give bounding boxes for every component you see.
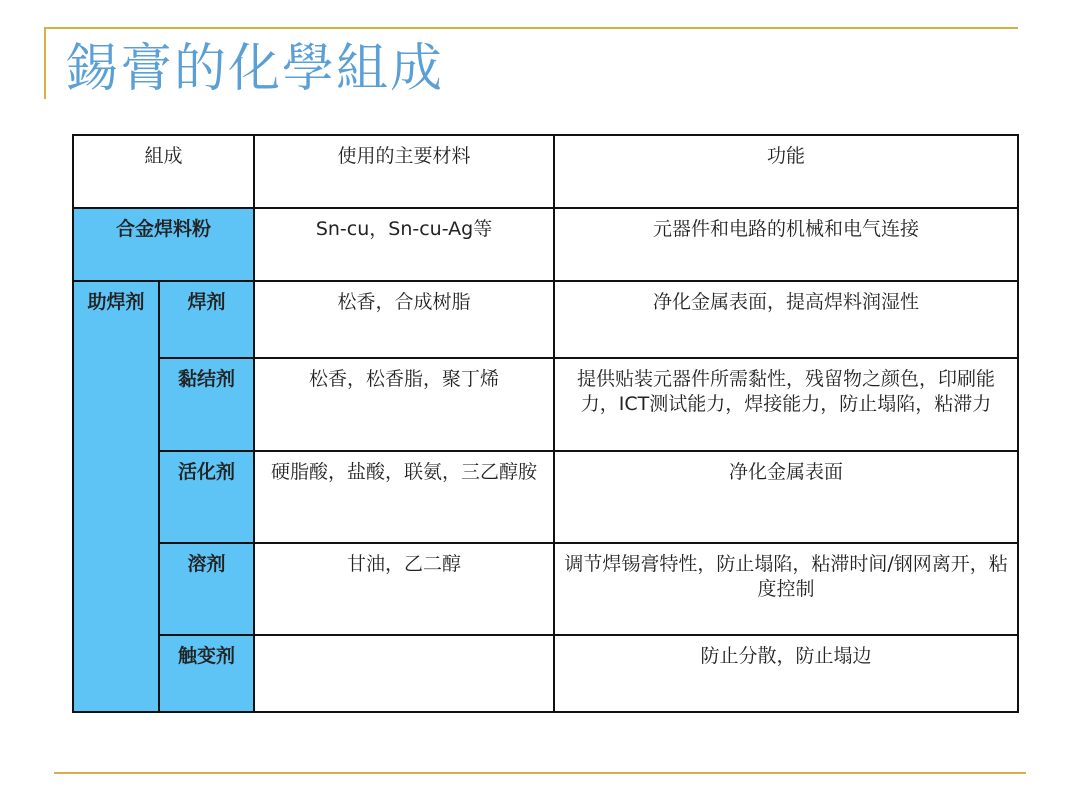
header-component: 組成 [73,135,254,208]
table-row [73,451,1018,543]
header-function: 功能 [554,135,1018,208]
sub-component-cell: 触变剂 [159,635,254,712]
sub-component-cell: 黏结剂 [159,358,254,451]
materials-cell: 甘油，乙二醇 [254,543,554,635]
sub-component-cell: 活化剂 [159,451,254,543]
sub-component-cell: 溶剂 [159,543,254,635]
header-row [73,135,1018,208]
alloy-function-cell: 元器件和电路的机械和电气连接 [554,208,1018,281]
top-rule [44,27,1018,29]
header-materials: 使用的主要材料 [254,135,554,208]
table-row [73,635,1018,712]
table-row [73,543,1018,635]
alloy-materials-cell: Sn-cu，Sn-cu-Ag等 [254,208,554,281]
slide-title: 錫膏的化學組成 [66,39,445,99]
bottom-rule [54,772,1026,774]
function-cell: 调节焊锡膏特性，防止塌陷，粘滞时间/钢网离开，粘度控制 [554,543,1018,635]
function-cell: 净化金属表面 [554,451,1018,543]
materials-cell [254,635,554,712]
sub-component-cell: 焊剂 [159,281,254,358]
function-cell: 提供贴装元器件所需黏性，残留物之颜色，印刷能力，ICT测试能力，焊接能力，防止塌陷，粘滞力 [554,358,1018,451]
alloy-name-cell: 合金焊料粉 [73,208,254,281]
table-row [73,358,1018,451]
table-row [73,281,1018,358]
materials-cell: 松香，合成树脂 [254,281,554,358]
flux-group-cell: 助焊剂 [73,281,159,712]
left-rule [44,27,46,99]
function-cell: 净化金属表面，提高焊料润湿性 [554,281,1018,358]
materials-cell: 硬脂酸，盐酸，联氨，三乙醇胺 [254,451,554,543]
table-row [73,208,1018,281]
materials-cell: 松香，松香脂，聚丁烯 [254,358,554,451]
composition-table [72,134,1019,713]
function-cell: 防止分散，防止塌边 [554,635,1018,712]
